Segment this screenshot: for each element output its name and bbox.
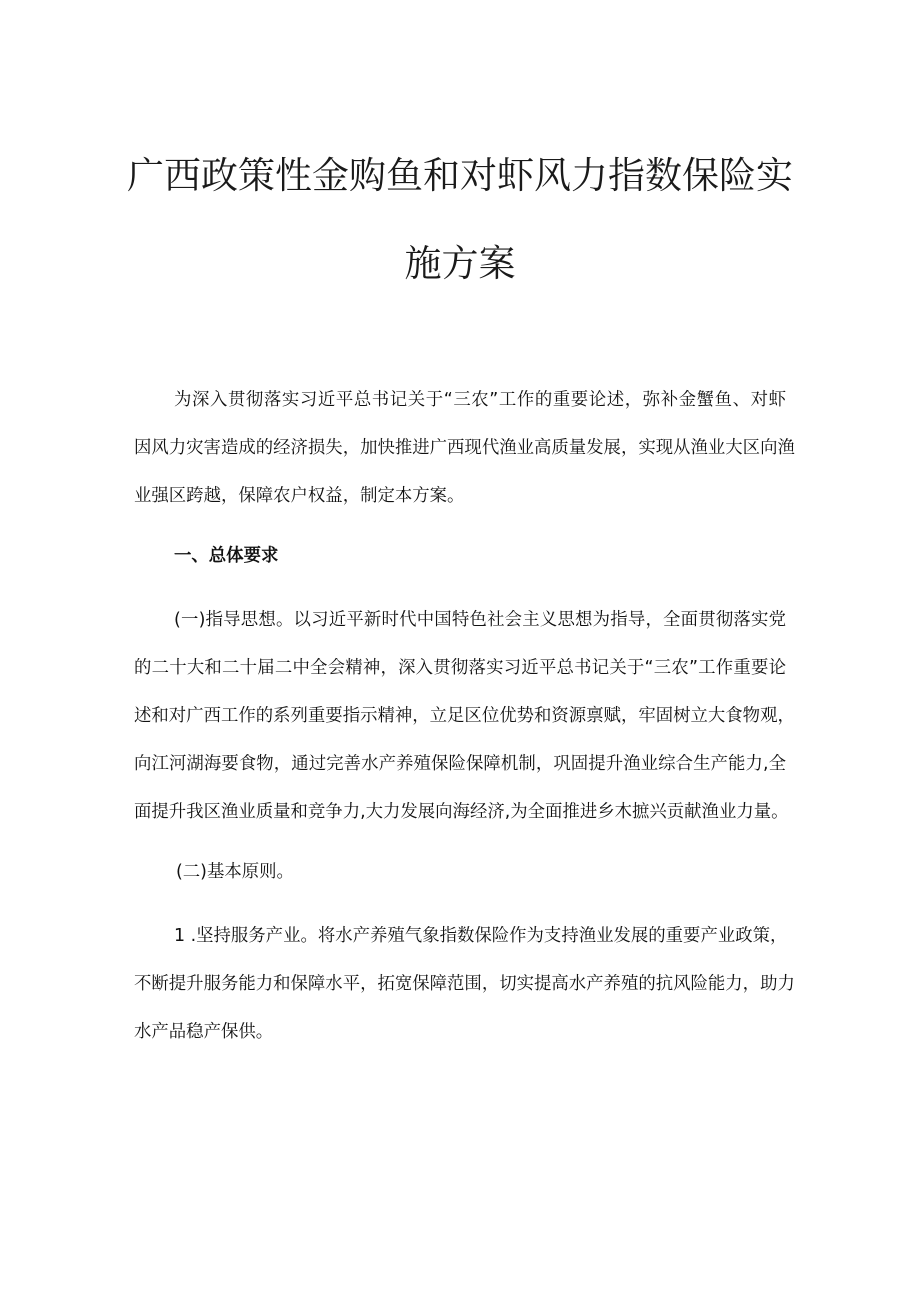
intro-line-3: 业强区跨越，保障农户权益，制定本方案。 [134, 486, 465, 506]
principle-1-line-3: 水产品稳产保供。 [134, 1022, 274, 1042]
principle-1-paragraph [134, 912, 795, 1056]
guiding-line-4: 向江河湖海要食物，通过完善水产养殖保险保障机制，巩固提升渔业综合生产能力,全 [134, 754, 786, 774]
principle-1-line-2: 不断提升服务能力和保障水平，拓宽保障范围，切实提高水产养殖的抗风险能力，助力 [134, 974, 795, 994]
guiding-line-2: 的二十大和二十届二中全会精神，深入贯彻落实习近平总书记关于“三农”工作重要论 [134, 658, 786, 678]
guiding-line-3: 述和对广西工作的系列重要指示精神，立足区位优势和资源禀赋，牢固树立大食物观， [134, 706, 795, 726]
document-title-line-1: 广西政策性金购鱼和对虾风力指数保险实 [127, 154, 793, 197]
document-title-line-2: 施方案 [404, 242, 516, 285]
principles-heading [176, 848, 294, 896]
guiding-line-1: (一)指导思想。以习近平新时代中国特色社会主义思想为指导，全面贯彻落实党 [174, 610, 786, 630]
guiding-thought-paragraph [134, 596, 795, 836]
principles-heading-text: (二)基本原则。 [176, 862, 294, 882]
principle-1-line-1: 1 .坚持服务产业。将水产养殖气象指数保险作为支持渔业发展的重要产业政策， [174, 926, 788, 946]
guiding-line-5: 面提升我区渔业质量和竞争力,大力发展向海经济,为全面推进乡木摭兴贡献渔业力量。 [134, 802, 789, 822]
section-1-heading: 一、总体要求 [174, 546, 279, 566]
intro-line-2: 因风力灾害造成的经济损失，加快推进广西现代渔业高质量发展，实现从渔业大区向渔 [134, 438, 795, 458]
intro-line-1: 为深入贯彻落实习近平总书记关于“三农”工作的重要论述，弥补金蟹鱼、对虾 [174, 390, 786, 410]
intro-paragraph [134, 376, 795, 520]
